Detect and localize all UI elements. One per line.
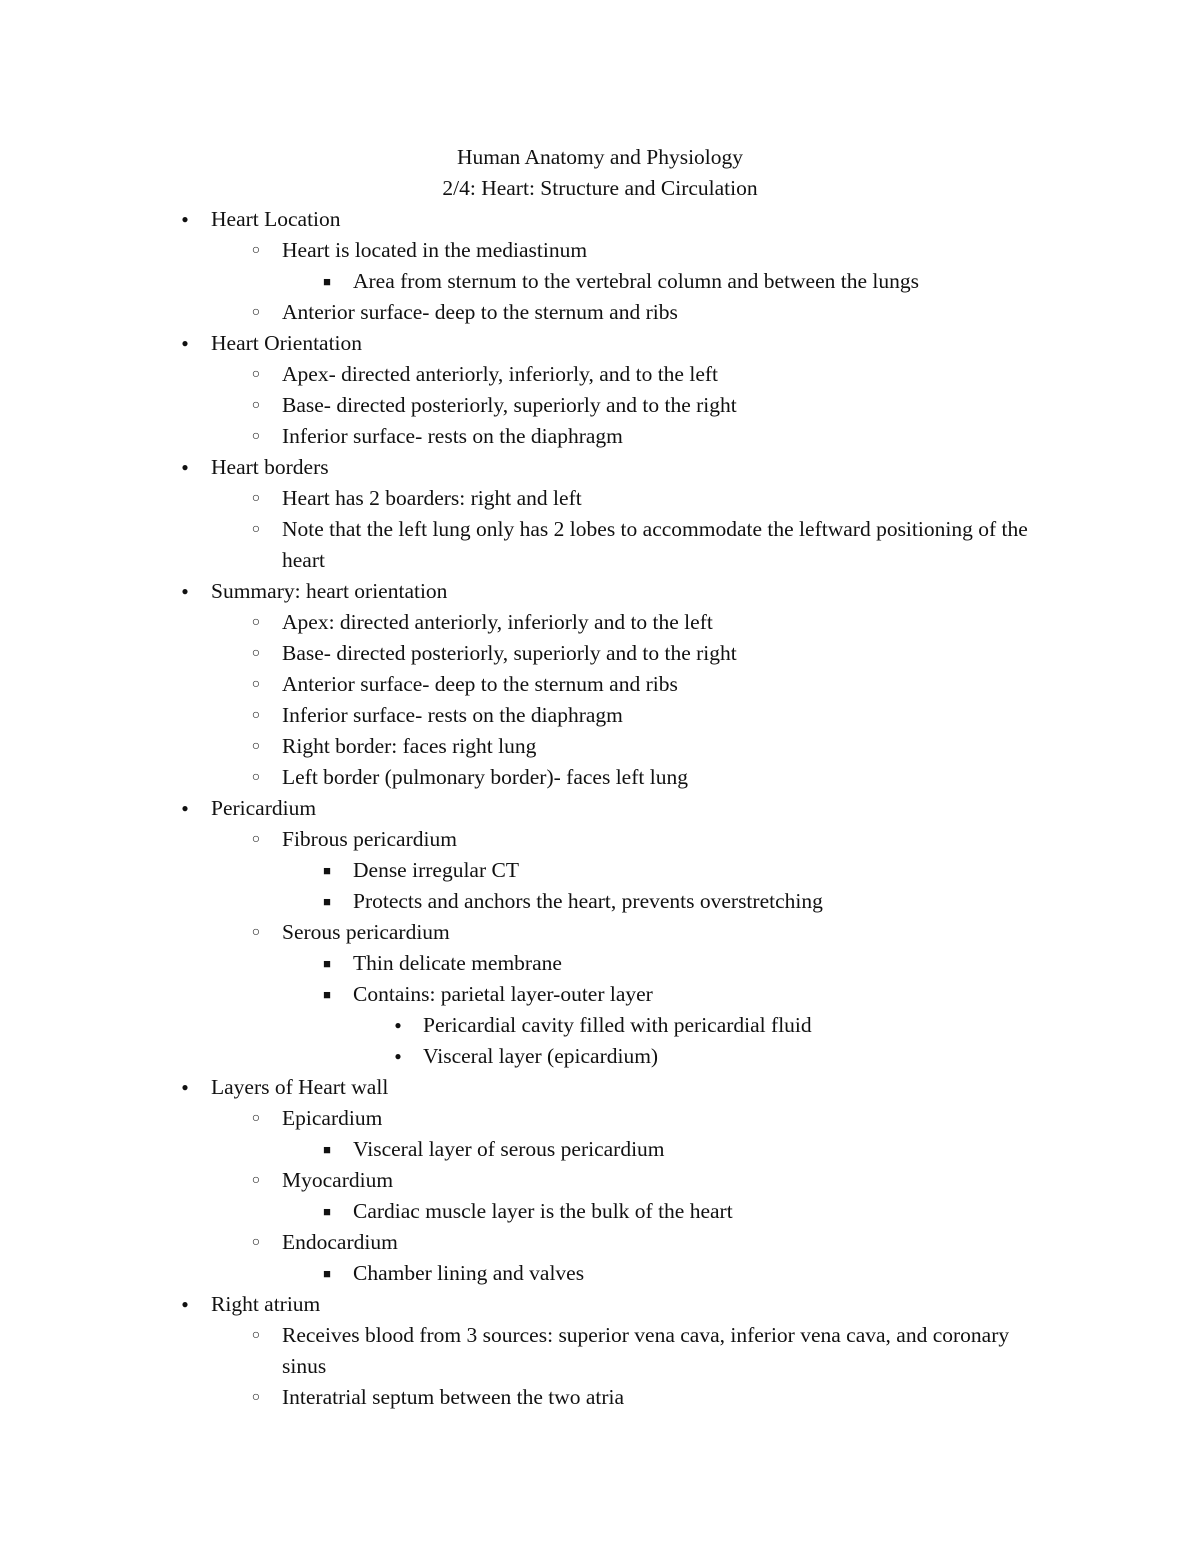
bullet-square-icon <box>317 886 337 918</box>
bullet-circle-icon <box>246 390 266 421</box>
bullet-circle-icon <box>246 235 266 266</box>
list-item-level-4 <box>0 1010 1200 1041</box>
list-item-level-2 <box>0 1165 1200 1196</box>
list-item-level-3 <box>0 886 1200 917</box>
list-item-level-1 <box>0 328 1200 359</box>
list-item-level-3 <box>0 979 1200 1010</box>
list-item-level-3 <box>0 1258 1200 1289</box>
bullet-square-icon <box>317 1196 337 1228</box>
list-item-text: Myocardium <box>282 1168 394 1192</box>
bullet-circle-icon <box>246 1165 266 1196</box>
bullet-circle-icon <box>246 359 266 390</box>
list-item-level-3 <box>0 855 1200 886</box>
list-item-text: Base- directed posteriorly, superiorly and to the right <box>282 641 737 665</box>
list-item-level-2 <box>0 483 1200 514</box>
bullet-circle-icon <box>246 421 266 452</box>
list-item-level-2 <box>0 700 1200 731</box>
list-item-level-2 <box>0 235 1200 266</box>
list-item-text: Contains: parietal layer-outer layer <box>353 982 653 1006</box>
list-item-level-1 <box>0 1072 1200 1103</box>
list-item-text: Base- directed posteriorly, superiorly and to the right <box>282 393 737 417</box>
list-item-level-2 <box>0 607 1200 638</box>
list-item-level-3 <box>0 1196 1200 1227</box>
list-item-text: Right border: faces right lung <box>282 734 537 758</box>
bullet-disc-icon <box>175 576 195 607</box>
bullet-disc-icon <box>175 793 195 824</box>
list-item-text: Inferior surface- rests on the diaphragm <box>282 424 623 448</box>
list-item-level-2 <box>0 638 1200 669</box>
bullet-circle-icon <box>246 1382 266 1413</box>
bullet-disc-icon <box>175 328 195 359</box>
list-item-level-1 <box>0 204 1200 235</box>
bullet-square-icon <box>317 266 337 298</box>
bullet-circle-icon <box>246 1103 266 1134</box>
list-item-text: Summary: heart orientation <box>211 579 448 603</box>
document-title: Human Anatomy and Physiology <box>456 145 744 169</box>
notes-outline <box>0 204 1200 1413</box>
list-item-text: Pericardial cavity filled with pericardial fluid <box>423 1013 812 1037</box>
list-item-level-2 <box>0 390 1200 421</box>
list-item-text: Serous pericardium <box>282 920 450 944</box>
bullet-disc-icon <box>175 1072 195 1103</box>
list-item-text: Area from sternum to the vertebral column and between the lungs <box>353 269 919 293</box>
bullet-circle-icon <box>246 297 266 328</box>
bullet-square-icon <box>317 948 337 980</box>
document-subtitle: 2/4: Heart: Structure and Circulation <box>442 176 758 200</box>
list-item-text: Visceral layer of serous pericardium <box>353 1137 665 1161</box>
list-item-text: Right atrium <box>211 1292 321 1316</box>
list-item-level-1 <box>0 576 1200 607</box>
list-item-level-2 <box>0 514 1200 576</box>
list-item-text: Interatrial septum between the two atria <box>282 1385 625 1409</box>
bullet-disc-icon <box>175 452 195 483</box>
list-item-level-2 <box>0 1227 1200 1258</box>
bullet-circle-icon <box>246 669 266 700</box>
list-item-text: Anterior surface- deep to the sternum and ribs <box>282 300 678 324</box>
list-item-level-2 <box>0 762 1200 793</box>
list-item-text: Receives blood from 3 sources: superior vena cava, inferior vena cava, and coronary sinus <box>282 1323 1010 1378</box>
list-item-level-2 <box>0 421 1200 452</box>
bullet-disc-icon <box>175 1289 195 1320</box>
bullet-square-icon <box>317 1258 337 1290</box>
list-item-text: Heart is located in the mediastinum <box>282 238 588 262</box>
list-item-text: Cardiac muscle layer is the bulk of the heart <box>353 1199 733 1223</box>
list-item-text: Apex: directed anteriorly, inferiorly and to the left <box>282 610 713 634</box>
list-item-level-2 <box>0 359 1200 390</box>
list-item-text: Dense irregular CT <box>353 858 519 882</box>
list-item-text: Inferior surface- rests on the diaphragm <box>282 703 623 727</box>
list-item-level-1 <box>0 793 1200 824</box>
bullet-circle-icon <box>246 731 266 762</box>
list-item-text: Visceral layer (epicardium) <box>423 1044 659 1068</box>
bullet-square-icon <box>317 979 337 1011</box>
list-item-text: Thin delicate membrane <box>353 951 562 975</box>
list-item-level-2 <box>0 1103 1200 1134</box>
list-item-text: Protects and anchors the heart, prevents overstretching <box>353 889 823 913</box>
list-item-text: Heart Location <box>211 207 341 231</box>
bullet-circle-icon <box>246 824 266 855</box>
bullet-circle-icon <box>246 700 266 731</box>
title-block <box>0 142 1200 204</box>
list-item-level-2 <box>0 917 1200 948</box>
bullet-disc-icon <box>175 204 195 235</box>
bullet-circle-icon <box>246 1227 266 1258</box>
list-item-text: Chamber lining and valves <box>353 1261 585 1285</box>
bullet-circle-icon <box>246 762 266 793</box>
list-item-text: Anterior surface- deep to the sternum and ribs <box>282 672 678 696</box>
list-item-level-4 <box>0 1041 1200 1072</box>
list-item-level-1 <box>0 1289 1200 1320</box>
list-item-text: Epicardium <box>282 1106 383 1130</box>
list-item-level-2 <box>0 1320 1200 1382</box>
list-item-level-3 <box>0 948 1200 979</box>
bullet-circle-icon <box>246 917 266 948</box>
list-item-text: Note that the left lung only has 2 lobes to accommodate the leftward positioning of the heart <box>282 517 1028 572</box>
bullet-circle-icon <box>246 1320 266 1351</box>
list-item-level-3 <box>0 1134 1200 1165</box>
bullet-circle-icon <box>246 514 266 545</box>
list-item-level-2 <box>0 1382 1200 1413</box>
bullet-disc-icon <box>388 1041 408 1072</box>
list-item-level-3 <box>0 266 1200 297</box>
bullet-circle-icon <box>246 638 266 669</box>
list-item-text: Heart has 2 boarders: right and left <box>282 486 582 510</box>
list-item-text: Pericardium <box>211 796 317 820</box>
list-item-level-1 <box>0 452 1200 483</box>
list-item-text: Layers of Heart wall <box>211 1075 389 1099</box>
list-item-level-2 <box>0 824 1200 855</box>
list-item-level-2 <box>0 669 1200 700</box>
list-item-text: Left border (pulmonary border)- faces left lung <box>282 765 688 789</box>
bullet-circle-icon <box>246 607 266 638</box>
list-item-text: Endocardium <box>282 1230 398 1254</box>
list-item-level-2 <box>0 731 1200 762</box>
list-item-text: Fibrous pericardium <box>282 827 457 851</box>
list-item-text: Apex- directed anteriorly, inferiorly, and to the left <box>282 362 718 386</box>
bullet-square-icon <box>317 855 337 887</box>
bullet-disc-icon <box>388 1010 408 1041</box>
bullet-circle-icon <box>246 483 266 514</box>
list-item-text: Heart borders <box>211 455 329 479</box>
list-item-level-2 <box>0 297 1200 328</box>
list-item-text: Heart Orientation <box>211 331 363 355</box>
bullet-square-icon <box>317 1134 337 1166</box>
